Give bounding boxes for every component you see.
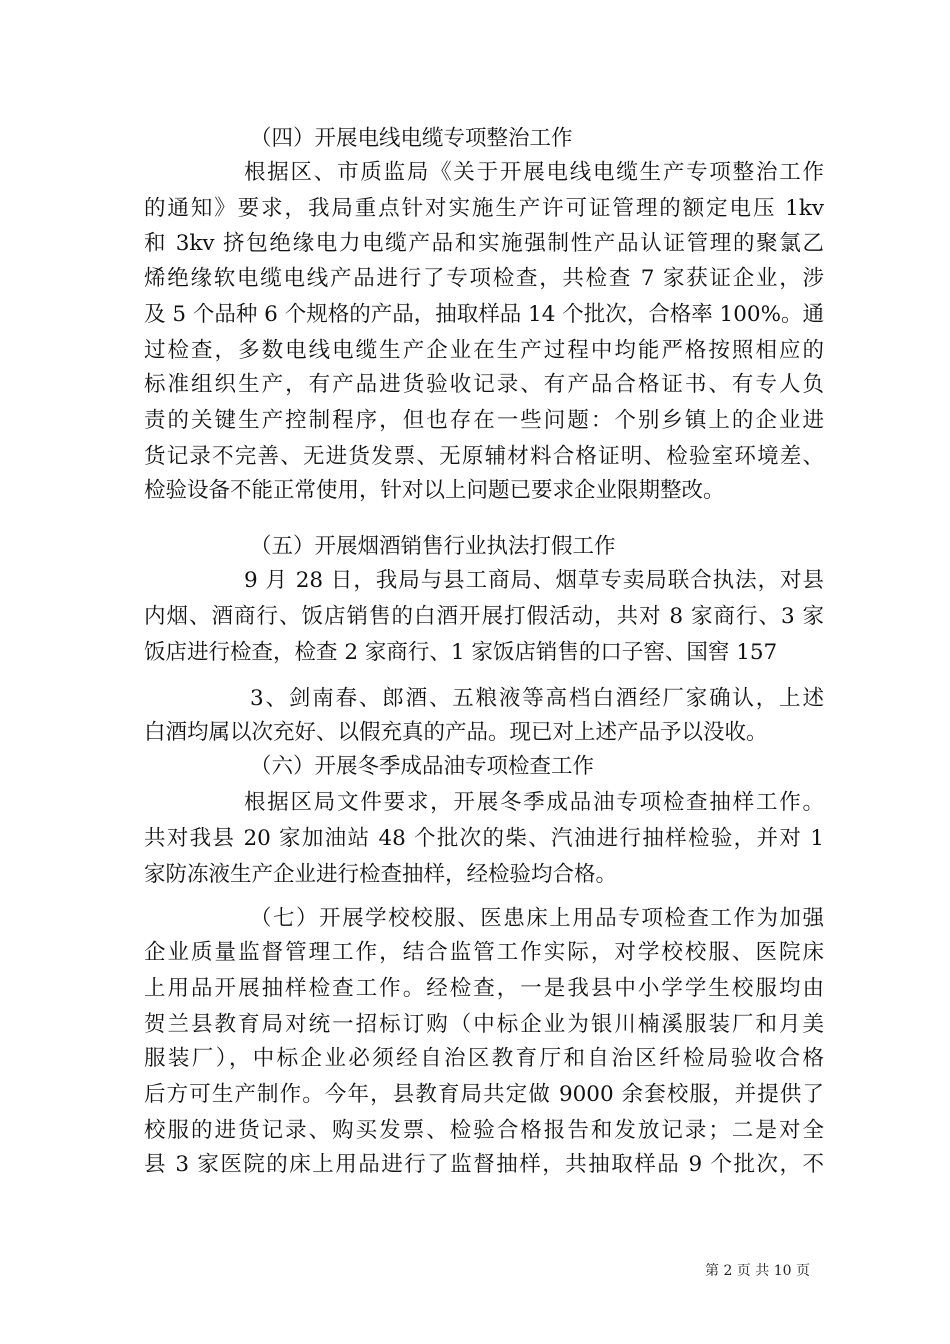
paragraph-line: 责的关键生产控制程序，但也存在一些问题：个别乡镇上的企业进 — [144, 408, 824, 433]
page-number-footer: 第 2 页 共 10 页 — [705, 1263, 810, 1279]
paragraph-line: 的通知》要求，我局重点针对实施生产许可证管理的额定电压 1kv — [144, 196, 824, 221]
section-heading-4: （四）开展电线电缆专项整治工作 — [250, 126, 573, 151]
section-heading-7: （七）开展学校校服、医患床上用品专项检查工作为加强 — [250, 906, 824, 931]
paragraph-line: 后方可生产制作。今年，县教育局共定做 9000 余套校服，并提供了 — [144, 1082, 824, 1107]
paragraph-line: 过检查，多数电线电缆生产企业在生产过程中均能严格按照相应的 — [144, 338, 824, 363]
paragraph-line — [144, 1186, 824, 1216]
paragraph-line: 9 月 28 日，我局与县工商局、烟草专卖局联合执法，对县 — [244, 568, 824, 593]
paragraph-line: 3、剑南春、郎酒、五粮液等高档白酒经厂家确认，上述 — [250, 686, 824, 711]
paragraph-line: 共对我县 20 家加油站 48 个批次的柴、汽油进行抽样检验，并对 1 — [144, 826, 824, 851]
paragraph-line: 烯绝缘软电缆电线产品进行了专项检查，共检查 7 家获证企业，涉 — [144, 266, 824, 291]
paragraph-line: 上用品开展抽样检查工作。经检查，一是我县中小学学生校服均由 — [144, 976, 824, 1001]
paragraph-line: 根据区局文件要求，开展冬季成品油专项检查抽样工作。 — [244, 790, 824, 815]
paragraph-line: 贺兰县教育局对统一招标订购（中标企业为银川楠溪服装厂和月美 — [144, 1012, 824, 1037]
paragraph-line: 检验设备不能正常使用，针对以上问题已要求企业限期整改。 — [144, 478, 725, 503]
paragraph-line: 饭店进行检查，检查 2 家商行、1 家饭店销售的口子窖、国窖 157 — [144, 640, 778, 665]
paragraph-line: 及 5 个品种 6 个规格的产品，抽取样品 14 个批次，合格率 100%。通 — [144, 302, 825, 327]
section-heading-5: （五）开展烟酒销售行业执法打假工作 — [250, 534, 616, 559]
paragraph-line: 货记录不完善、无进货发票、无原辅材料合格证明、检验室环境差、 — [144, 444, 824, 469]
paragraph-line: 企业质量监督管理工作，结合监管工作实际，对学校校服、医院床 — [144, 940, 824, 965]
paragraph-line: 服装厂），中标企业必须经自治区教育厅和自治区纤检局验收合格 — [144, 1046, 824, 1071]
paragraph-line: 和 3kv 挤包绝缘电力电缆产品和实施强制性产品认证管理的聚氯乙 — [144, 231, 824, 256]
section-heading-6: （六）开展冬季成品油专项检查工作 — [250, 754, 595, 779]
paragraph-line: 标准组织生产，有产品进货验收记录、有产品合格证书、有专人负 — [144, 372, 824, 397]
paragraph-line: 根据区、市质监局《关于开展电线电缆生产专项整治工作 — [244, 160, 824, 185]
paragraph-line: 白酒均属以次充好、以假充真的产品。现已对上述产品予以没收。 — [144, 720, 768, 745]
paragraph-line: 校服的进货记录、购买发票、检验合格报告和发放记录；二是对全 — [144, 1118, 824, 1143]
paragraph-line: 县 3 家医院的床上用品进行了监督抽样，共抽取样品 9 个批次，不 — [144, 1152, 824, 1177]
paragraph-line: 内烟、酒商行、饭店销售的白酒开展打假活动，共对 8 家商行、3 家 — [144, 604, 824, 629]
paragraph-line: 家防冻液生产企业进行检查抽样，经检验均合格。 — [144, 862, 618, 887]
